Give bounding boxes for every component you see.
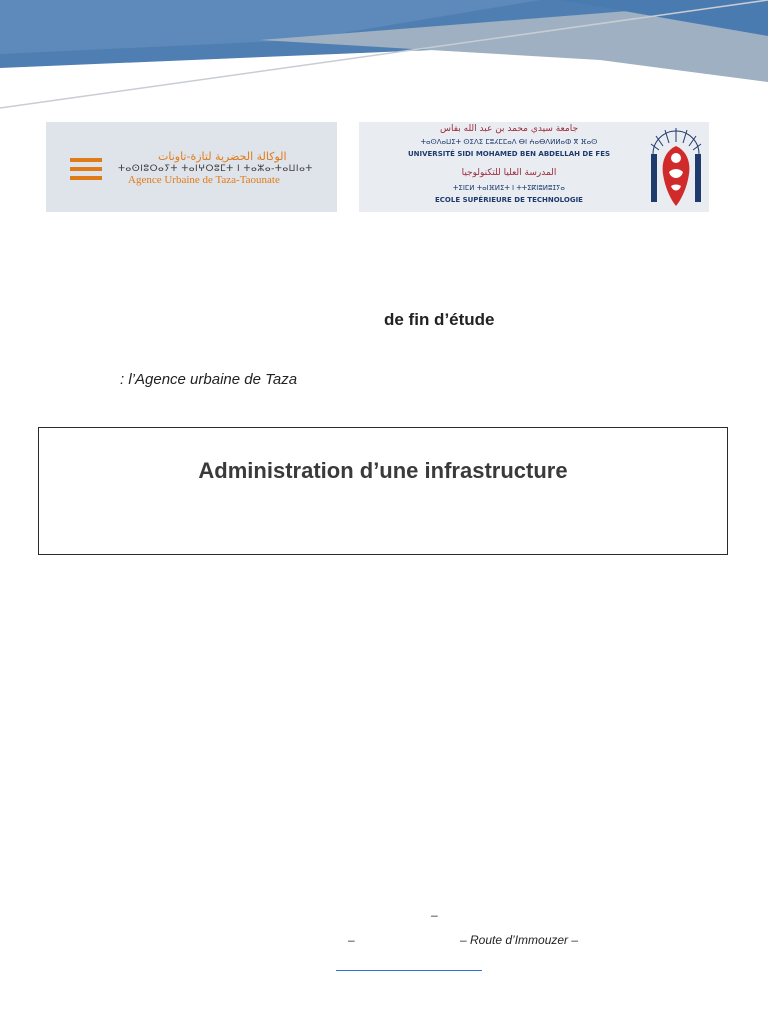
agence-logo-arabic: الوكالة الحضرية لتازة-تاونات <box>158 150 287 163</box>
est-university-tifinagh: ⵜⴰⵙⴷⴰⵡⵉⵜ ⵙⵉⴷⵉ ⵎⵓⵃⵎⵎⴰⴷ ⴱⵏ ⵄⴰⴱⴷⵍⵍⴰⵀ ⴳ ⴼⴰⵙ <box>420 138 598 146</box>
footer-link-underline[interactable] <box>336 970 482 971</box>
est-school-tifinagh: ⵜⵉⵏⵎⵍ ⵜⴰⵏⴼⵍⵉⵜ ⵏ ⵜⵜⵉⴽⵏⵓⵍⵓⵊⵢⴰ <box>453 184 565 192</box>
est-logo <box>359 122 709 212</box>
agence-bars-icon <box>70 158 102 182</box>
host-organization: : l’Agence urbaine de Taza <box>120 371 298 388</box>
title-box <box>38 427 728 555</box>
agence-logo-tifinagh: ⵜⴰⵙⵏⵓⵔⴰⵢⵜ ⵜⴰⵏⵖⵔⵓⵎⵜ ⵏ ⵜⴰⵣⴰ-ⵜⴰⵡⵏⴰⵜ <box>118 164 313 174</box>
agence-logo-french: Agence Urbaine de Taza-Taounate <box>128 174 280 186</box>
est-school-arabic: المدرسة العليا للتكنولوجيا <box>461 168 557 178</box>
footer-dash: – <box>348 933 355 947</box>
report-subtitle: de fin d’étude <box>384 310 495 329</box>
university-emblem-icon <box>645 124 707 210</box>
report-title: Administration d’une infrastructure <box>198 458 568 483</box>
footer-address: – Route d’Immouzer – <box>460 933 579 947</box>
footer-dash: – <box>431 908 438 922</box>
agence-urbaine-logo <box>46 122 337 212</box>
est-university-arabic: جامعة سيدي محمد بن عبد الله بفاس <box>439 124 579 134</box>
est-university-french: UNIVERSITÉ SIDI MOHAMED BEN ABDELLAH DE FES <box>407 150 611 158</box>
header-decoration <box>0 0 768 120</box>
est-school-french: ECOLE SUPÉRIEURE DE TECHNOLOGIE <box>435 196 583 204</box>
